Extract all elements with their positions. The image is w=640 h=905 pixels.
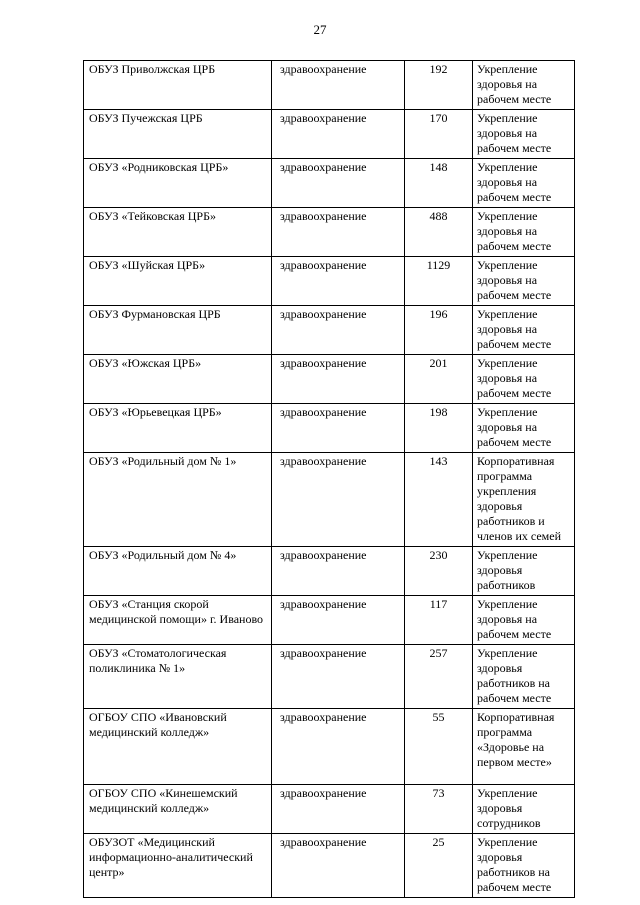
count-cell: 170 [405,110,473,159]
table-row [84,110,575,159]
count-cell: 117 [405,596,473,645]
table-row [84,785,575,834]
sector-cell: здравоохранение [272,110,405,159]
organization-cell: ОГБОУ СПО «Ивановский медицинский колледж» [84,709,272,785]
count-cell: 198 [405,404,473,453]
program-cell: Укрепление здоровья работников [473,547,575,596]
program-cell: Укрепление здоровья на рабочем месте [473,110,575,159]
sector-cell: здравоохранение [272,257,405,306]
count-cell: 201 [405,355,473,404]
sector-cell: здравоохранение [272,834,405,898]
program-cell: Укрепление здоровья работников на рабочем месте [473,645,575,709]
sector-cell: здравоохранение [272,645,405,709]
sector-cell: здравоохранение [272,453,405,547]
table-row [84,355,575,404]
table-row [84,306,575,355]
table-row [84,208,575,257]
sector-cell: здравоохранение [272,159,405,208]
organization-cell: ОБУЗОТ «Медицинский информационно-аналитический центр» [84,834,272,898]
table-row [84,596,575,645]
table-row [84,645,575,709]
count-cell: 25 [405,834,473,898]
program-cell: Укрепление здоровья работников на рабочем месте [473,834,575,898]
count-cell: 192 [405,61,473,110]
table-row [84,61,575,110]
count-cell: 55 [405,709,473,785]
organization-cell: ОБУЗ Приволжская ЦРБ [84,61,272,110]
count-cell: 196 [405,306,473,355]
table-row [84,453,575,547]
sector-cell: здравоохранение [272,785,405,834]
organization-cell: ОБУЗ «Станция скорой медицинской помощи» г. Иваново [84,596,272,645]
organization-cell: ОБУЗ «Стоматологическая поликлиника № 1» [84,645,272,709]
organization-cell: ОБУЗ «Родильный дом № 1» [84,453,272,547]
program-cell: Укрепление здоровья на рабочем месте [473,159,575,208]
table-row [84,709,575,785]
organization-cell: ОБУЗ «Тейковская ЦРБ» [84,208,272,257]
program-cell: Укрепление здоровья на рабочем месте [473,306,575,355]
organization-cell: ОБУЗ «Южская ЦРБ» [84,355,272,404]
organization-cell: ОБУЗ «Шуйская ЦРБ» [84,257,272,306]
table-row [84,834,575,898]
organization-cell: ОБУЗ «Родниковская ЦРБ» [84,159,272,208]
program-cell: Корпоративная программа укрепления здоровья работников и членов их семей [473,453,575,547]
organization-cell: ОГБОУ СПО «Кинешемский медицинский колледж» [84,785,272,834]
sector-cell: здравоохранение [272,709,405,785]
organization-cell: ОБУЗ Фурмановская ЦРБ [84,306,272,355]
sector-cell: здравоохранение [272,404,405,453]
sector-cell: здравоохранение [272,547,405,596]
count-cell: 1129 [405,257,473,306]
program-cell: Укрепление здоровья на рабочем месте [473,404,575,453]
count-cell: 488 [405,208,473,257]
program-cell: Укрепление здоровья на рабочем месте [473,208,575,257]
sector-cell: здравоохранение [272,355,405,404]
count-cell: 257 [405,645,473,709]
program-cell: Укрепление здоровья на рабочем месте [473,257,575,306]
count-cell: 73 [405,785,473,834]
program-cell: Корпоративная программа «Здоровье на первом месте» [473,709,575,785]
program-cell: Укрепление здоровья на рабочем месте [473,596,575,645]
sector-cell: здравоохранение [272,61,405,110]
table-row [84,159,575,208]
table-row [84,257,575,306]
table-row [84,404,575,453]
organization-cell: ОБУЗ Пучежская ЦРБ [84,110,272,159]
table-row [84,547,575,596]
page-number: 27 [313,22,327,37]
count-cell: 230 [405,547,473,596]
count-cell: 143 [405,453,473,547]
program-cell: Укрепление здоровья сотрудников [473,785,575,834]
program-cell: Укрепление здоровья на рабочем месте [473,61,575,110]
sector-cell: здравоохранение [272,208,405,257]
program-cell: Укрепление здоровья на рабочем месте [473,355,575,404]
count-cell: 148 [405,159,473,208]
organization-cell: ОБУЗ «Родильный дом № 4» [84,547,272,596]
sector-cell: здравоохранение [272,596,405,645]
organization-cell: ОБУЗ «Юрьевецкая ЦРБ» [84,404,272,453]
sector-cell: здравоохранение [272,306,405,355]
organizations-table [83,60,575,898]
